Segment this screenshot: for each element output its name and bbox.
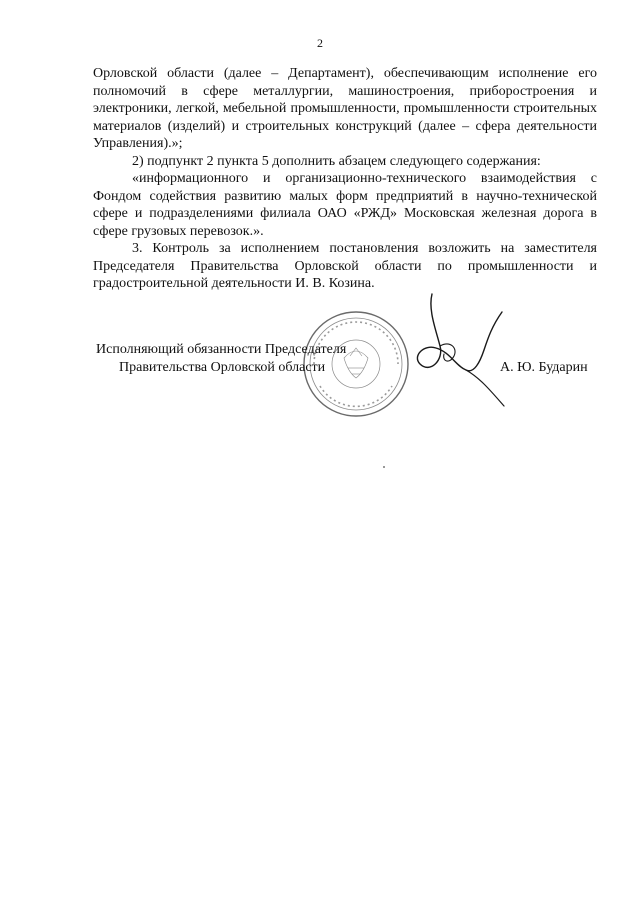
paragraph-item-2: 2) подпункт 2 пункта 5 дополнить абзацем следующего содержания:	[132, 153, 541, 169]
document-body	[93, 65, 597, 293]
signatory-name: А. Ю. Бударин	[500, 360, 588, 375]
page-number: 2	[317, 36, 323, 50]
scan-speck	[383, 466, 385, 468]
handwritten-signature	[410, 290, 520, 410]
signatory-title-line-2: Правительства Орловской области	[119, 360, 326, 375]
paragraph-department-continuation: Орловской области (далее – Департамент), обеспечивающим исполнение его полномочий в сфере металлургии, машиностроения, приборостроения и электроники, легкой, мебельной промышленности, промышленности строительных материалов (изделий) и строительных конструкций (далее – сфера деятельности Управления).»;	[93, 66, 597, 151]
signatory-title-line-1: Исполняющий обязанности Председателя	[96, 342, 347, 357]
paragraph-item-3-control: 3. Контроль за исполнением постановления возложить на заместителя Председателя Правительства Орловской области по промышленности и градостроительной деятельности И. В. Козина.	[93, 241, 597, 291]
paragraph-quoted-addition: «информационного и организационно-технического взаимодействия с Фондом содействия развитию малых форм предприятий в научно-технической сфере и подразделениями филиала ОАО «РЖД» Московская железная дорога в сфере грузовых перевозок.».	[93, 171, 597, 239]
